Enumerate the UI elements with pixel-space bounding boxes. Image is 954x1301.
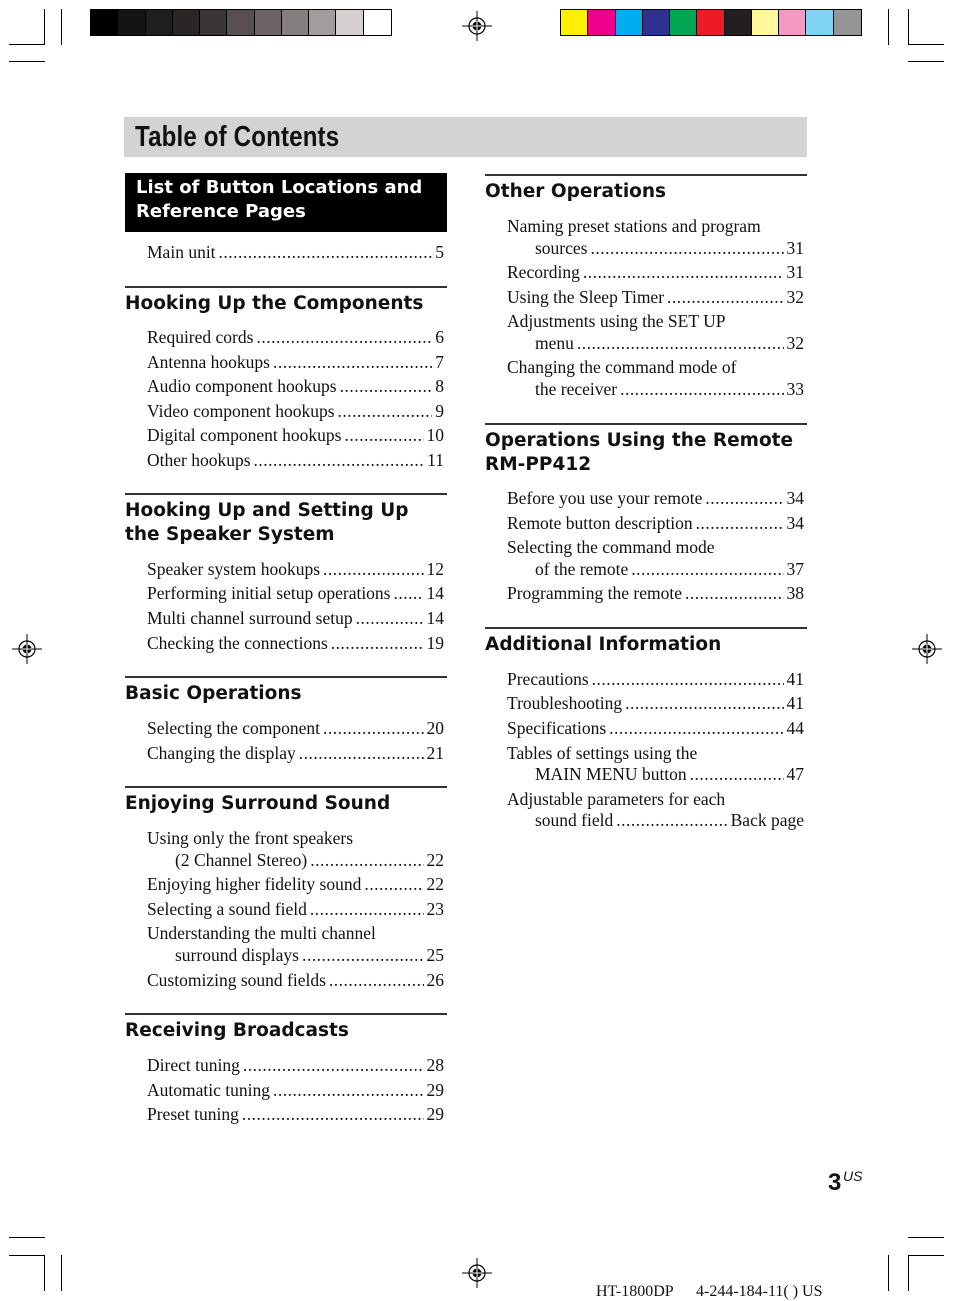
toc-entry-page: 32	[786, 287, 804, 307]
section-heading-basic-operations: Basic Operations	[125, 683, 302, 704]
toc-entry-title: Remote button description	[507, 513, 693, 533]
section-divider	[125, 786, 447, 788]
color-swatch	[255, 10, 282, 35]
toc-entry[interactable]	[147, 632, 444, 654]
leader-dots	[302, 944, 424, 966]
toc-entry-title-line: Adjustments using the SET UP	[507, 311, 726, 331]
toc-entry-page: 10	[426, 425, 444, 445]
toc-entry-title: sources	[535, 238, 588, 258]
toc-entry[interactable]	[507, 692, 804, 714]
section-divider	[125, 493, 447, 495]
section-heading-button-locations	[125, 173, 447, 232]
toc-entry-title: MAIN MENU button	[535, 764, 687, 784]
section-heading-additional-information: Additional Information	[485, 634, 722, 655]
color-swatch	[118, 10, 145, 35]
toc-entry-page: 12	[426, 559, 444, 579]
toc-entry-page: 9	[435, 401, 444, 421]
toc-entry-page: 47	[786, 764, 804, 784]
toc-entry-title-line: Naming preset stations and program	[507, 216, 761, 236]
toc-entry-page: 6	[435, 327, 444, 347]
crop-mark	[908, 1255, 909, 1291]
toc-entry-page: 34	[786, 513, 804, 533]
toc-entry-page: 21	[426, 743, 444, 763]
toc-entry-title: Customizing sound fields	[147, 970, 326, 990]
toc-entry[interactable]	[535, 558, 804, 580]
toc-entry[interactable]	[535, 763, 804, 785]
leader-dots	[323, 558, 423, 580]
section-heading-remote-operations	[485, 429, 793, 476]
color-swatch	[561, 10, 588, 35]
toc-entry-page: 8	[435, 376, 444, 396]
toc-entry-title: Multi channel surround setup	[147, 608, 353, 628]
leader-dots	[583, 261, 784, 283]
toc-entry[interactable]	[147, 424, 444, 446]
section-heading-line: Operations Using the Remote	[485, 430, 794, 451]
toc-entry-title: Audio component hookups	[147, 376, 337, 396]
toc-entry-title: Before you use your remote	[507, 488, 703, 508]
crop-mark	[61, 1255, 62, 1291]
section-heading-line: RM-PP412	[485, 453, 592, 475]
crop-mark	[44, 9, 45, 45]
section-heading-line: Reference Pages	[136, 201, 306, 222]
toc-entry-title-line: Understanding the multi channel	[147, 923, 376, 943]
section-heading-hooking-up-components: Hooking Up the Components	[125, 293, 424, 314]
toc-entry-page: 28	[426, 1055, 444, 1075]
toc-entry[interactable]	[147, 717, 444, 739]
toc-entry-page: 44	[786, 718, 804, 738]
toc-entry-title: Recording	[507, 262, 580, 282]
toc-entry-title: Programming the remote	[507, 583, 682, 603]
toc-entry-page: Back page	[730, 810, 804, 830]
leader-dots	[616, 809, 727, 831]
section-divider	[125, 1013, 447, 1015]
crop-mark	[61, 9, 62, 45]
leader-dots	[340, 375, 433, 397]
crop-mark	[9, 1237, 45, 1238]
leader-dots	[625, 692, 783, 714]
grayscale-color-bar	[90, 9, 392, 36]
section-heading-line: Hooking Up and Setting Up	[125, 500, 409, 521]
crop-mark	[44, 1255, 45, 1291]
toc-entry[interactable]	[175, 944, 444, 966]
toc-entry-title: Performing initial setup operations	[147, 583, 391, 603]
section-heading-line: List of Button Locations and	[136, 177, 423, 198]
toc-entry-title: Direct tuning	[147, 1055, 240, 1075]
toc-entry-title: Antenna hookups	[147, 352, 270, 372]
toc-entry-page: 41	[786, 693, 804, 713]
leader-dots	[323, 717, 423, 739]
toc-entry[interactable]	[147, 582, 444, 604]
leader-dots	[310, 898, 424, 920]
toc-entry-page: 34	[786, 488, 804, 508]
registration-mark-icon	[462, 11, 492, 41]
page-number: 3	[828, 1169, 842, 1196]
leader-dots	[256, 326, 432, 348]
section-heading-surround-sound: Enjoying Surround Sound	[125, 793, 391, 814]
toc-entry-title: Selecting a sound field	[147, 899, 307, 919]
toc-entry-page: 25	[426, 945, 444, 965]
toc-entry-page: 23	[426, 899, 444, 919]
toc-entry-title: sound field	[535, 810, 614, 830]
leader-dots	[685, 582, 784, 604]
leader-dots	[364, 873, 423, 895]
color-swatch	[752, 10, 779, 35]
crop-mark	[9, 61, 45, 62]
toc-entry[interactable]	[147, 326, 444, 348]
toc-entry-page: 22	[426, 850, 444, 870]
leader-dots	[273, 351, 432, 373]
toc-entry-title: Precautions	[507, 669, 589, 689]
color-swatch	[806, 10, 833, 35]
leader-dots	[696, 512, 784, 534]
color-swatch	[336, 10, 363, 35]
color-swatch	[834, 10, 861, 35]
toc-entry-title-line: Adjustable parameters for each	[507, 789, 726, 809]
section-divider	[485, 627, 807, 629]
leader-dots	[331, 632, 424, 654]
color-swatch	[91, 10, 118, 35]
crop-mark	[9, 1255, 45, 1256]
footer-code: 4-244-184-11( ) US	[696, 1283, 823, 1300]
color-swatch	[616, 10, 643, 35]
toc-entry-title: of the remote	[535, 559, 629, 579]
crop-mark	[908, 61, 944, 62]
toc-entry-page: 37	[786, 559, 804, 579]
leader-dots	[356, 607, 424, 629]
toc-entry-title: Using the Sleep Timer	[507, 287, 665, 307]
section-divider	[125, 286, 447, 288]
toc-entry-page: 38	[786, 583, 804, 603]
color-swatch	[779, 10, 806, 35]
color-swatch	[200, 10, 227, 35]
crop-mark	[888, 1255, 889, 1291]
toc-entry-title: Specifications	[507, 718, 607, 738]
toc-entry-title: Other hookups	[147, 450, 251, 470]
toc-entry[interactable]	[147, 969, 444, 991]
toc-entry[interactable]	[147, 400, 444, 422]
leader-dots	[338, 400, 433, 422]
toc-entry-page: 32	[786, 333, 804, 353]
toc-entry-title: Digital component hookups	[147, 425, 342, 445]
leader-dots	[690, 763, 784, 785]
toc-entry[interactable]	[147, 375, 444, 397]
toc-entry-page: 29	[426, 1080, 444, 1100]
toc-entry[interactable]	[147, 1079, 444, 1101]
footer-model: HT-1800DP	[596, 1283, 674, 1300]
toc-entry-page: 41	[786, 669, 804, 689]
toc-entry-title: Selecting the component	[147, 718, 321, 738]
toc-entry-page: 29	[426, 1104, 444, 1124]
toc-entry-page: 11	[427, 450, 444, 470]
leader-dots	[394, 582, 424, 604]
toc-entry[interactable]	[147, 898, 444, 920]
leader-dots	[243, 1054, 424, 1076]
toc-entry-page: 33	[786, 379, 804, 399]
toc-entry-page: 20	[426, 718, 444, 738]
toc-entry[interactable]	[535, 237, 804, 259]
toc-entry[interactable]	[535, 378, 804, 400]
section-heading-receiving-broadcasts: Receiving Broadcasts	[125, 1020, 349, 1041]
leader-dots	[631, 558, 783, 580]
color-swatch	[670, 10, 697, 35]
toc-entry-title: (2 Channel Stereo)	[175, 850, 308, 870]
leader-dots	[299, 742, 424, 764]
toc-entry[interactable]	[535, 809, 804, 831]
color-swatch	[146, 10, 173, 35]
toc-entry-title: Main unit	[147, 242, 216, 262]
toc-entry-page: 14	[426, 583, 444, 603]
crop-mark	[908, 1255, 944, 1256]
toc-entry[interactable]	[147, 241, 444, 263]
leader-dots	[667, 286, 783, 308]
toc-entry[interactable]	[147, 1103, 444, 1125]
leader-dots	[609, 717, 783, 739]
section-divider	[485, 174, 807, 176]
color-swatch	[697, 10, 724, 35]
color-swatch	[588, 10, 615, 35]
section-divider	[125, 676, 447, 678]
toc-entry-page: 31	[786, 262, 804, 282]
leader-dots	[577, 332, 784, 354]
toc-entry-page: 31	[786, 238, 804, 258]
toc-entry[interactable]	[507, 512, 804, 534]
toc-entry-page: 22	[426, 874, 444, 894]
crop-mark	[908, 44, 944, 45]
crop-mark	[908, 9, 909, 45]
leader-dots	[329, 969, 424, 991]
toc-entry-title-line: Selecting the command mode	[507, 537, 715, 557]
leader-dots	[273, 1079, 424, 1101]
toc-entry[interactable]	[147, 742, 444, 764]
color-swatch	[725, 10, 752, 35]
toc-entry-title: surround displays	[175, 945, 299, 965]
toc-entry[interactable]	[147, 1054, 444, 1076]
toc-entry-page: 26	[426, 970, 444, 990]
toc-entry-title: Video component hookups	[147, 401, 335, 421]
leader-dots	[590, 237, 783, 259]
leader-dots	[344, 424, 423, 446]
toc-entry[interactable]	[147, 558, 444, 580]
leader-dots	[242, 1103, 424, 1125]
toc-entry-title-line: Using only the front speakers	[147, 828, 354, 848]
toc-entry-title: Enjoying higher fidelity sound	[147, 874, 362, 894]
toc-entry-title: Checking the connections	[147, 633, 328, 653]
leader-dots	[620, 378, 783, 400]
toc-entry[interactable]	[507, 261, 804, 283]
section-heading-other-operations: Other Operations	[485, 181, 667, 202]
registration-mark-icon	[12, 634, 42, 664]
toc-entry-title: Changing the display	[147, 743, 296, 763]
crop-mark	[9, 44, 45, 45]
leader-dots	[592, 668, 784, 690]
toc-entry[interactable]	[507, 582, 804, 604]
registration-mark-icon	[912, 634, 942, 664]
crop-mark	[908, 1237, 944, 1238]
toc-entry[interactable]	[147, 607, 444, 629]
toc-entry[interactable]	[535, 332, 804, 354]
toc-entry-title: Preset tuning	[147, 1104, 239, 1124]
color-swatch	[364, 10, 391, 35]
toc-entry-title: Speaker system hookups	[147, 559, 321, 579]
section-heading-line: the Speaker System	[125, 523, 335, 545]
toc-entry[interactable]	[507, 717, 804, 739]
toc-entry-title: menu	[535, 333, 574, 353]
toc-entry-title: Troubleshooting	[507, 693, 623, 713]
registration-mark-icon	[462, 1258, 492, 1288]
toc-entry[interactable]	[147, 351, 444, 373]
toc-entry-title-line: Changing the command mode of	[507, 357, 737, 377]
toc-entry[interactable]	[147, 449, 444, 471]
page-number-suffix: US	[843, 1168, 863, 1184]
leader-dots	[310, 849, 423, 871]
color-swatch	[173, 10, 200, 35]
toc-entry-page: 19	[426, 633, 444, 653]
toc-entry-title: the receiver	[535, 379, 618, 399]
section-heading-speaker-system	[125, 499, 408, 546]
color-swatch	[227, 10, 254, 35]
leader-dots	[219, 241, 433, 263]
toc-entry-title: Required cords	[147, 327, 254, 347]
page-title: Table of Contents	[135, 121, 340, 153]
toc-entry-title-line: Tables of settings using the	[507, 743, 698, 763]
color-swatch	[643, 10, 670, 35]
crop-mark	[888, 9, 889, 45]
toc-entry-page: 14	[426, 608, 444, 628]
color-swatch	[282, 10, 309, 35]
toc-entry-page: 5	[435, 242, 444, 262]
toc-entry[interactable]	[507, 286, 804, 308]
toc-entry-page: 7	[435, 352, 444, 372]
toc-entry[interactable]	[175, 849, 444, 871]
process-color-bar	[560, 9, 862, 36]
toc-entry-title: Automatic tuning	[147, 1080, 270, 1100]
toc-entry[interactable]	[507, 487, 804, 509]
leader-dots	[705, 487, 783, 509]
toc-entry[interactable]	[147, 873, 444, 895]
toc-entry[interactable]	[507, 668, 804, 690]
section-divider	[485, 423, 807, 425]
color-swatch	[309, 10, 336, 35]
leader-dots	[254, 449, 425, 471]
